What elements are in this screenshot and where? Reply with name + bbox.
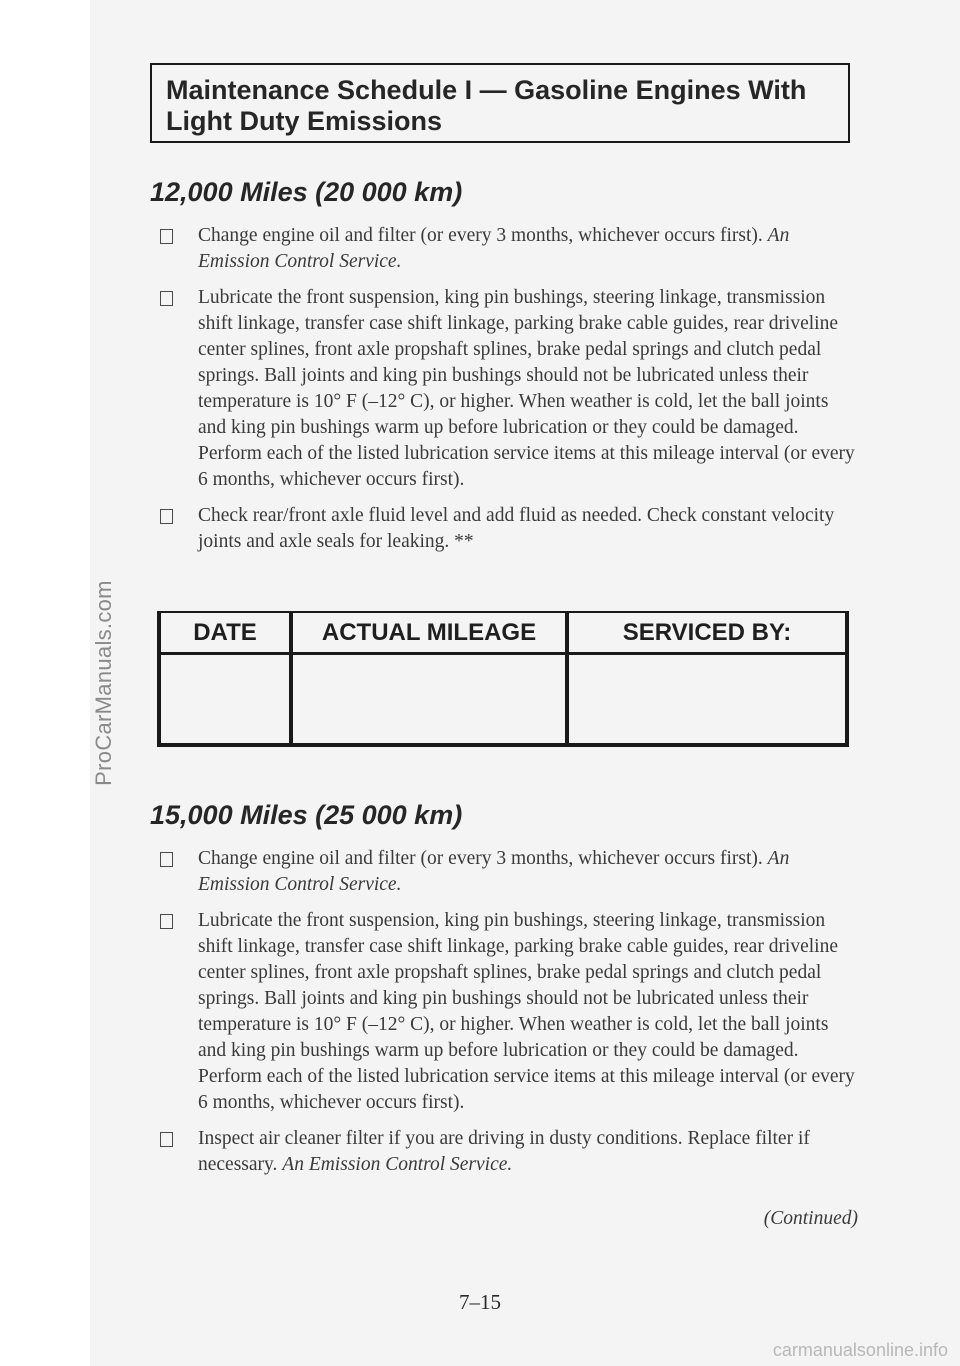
section-12000-items <box>160 223 860 565</box>
header-title-line1: Maintenance Schedule I — Gasoline Engines With <box>166 75 807 105</box>
mileage-cell[interactable] <box>291 654 567 746</box>
section-15000-items <box>160 846 860 1188</box>
header-title-line2: Light Duty Emissions <box>166 106 443 136</box>
checkbox-icon[interactable] <box>160 852 173 867</box>
checklist-item <box>160 846 860 898</box>
checklist-item <box>160 908 860 1116</box>
checklist-item <box>160 285 860 493</box>
item-text: Check rear/front axle fluid level and add fluid as needed. Check constant velocity joints and axle seals for leaking. ** <box>198 505 835 552</box>
column-date: DATE <box>159 612 291 654</box>
side-watermark: ProCarManuals.com <box>91 580 116 786</box>
item-text: Inspect air cleaner filter if you are driving in dusty conditions. Replace filter if necessary. An Emission Control Service. <box>198 1128 810 1175</box>
service-log-table <box>157 611 849 747</box>
serviced-by-cell[interactable] <box>567 654 847 746</box>
item-text: Change engine oil and filter (or every 3 months, whichever occurs first). An Emission Control Service. <box>198 225 790 272</box>
footer-watermark: carmanualsonline.info <box>772 1340 948 1360</box>
continued-label: (Continued) <box>763 1208 858 1229</box>
page-number: 7–15 <box>459 1290 501 1314</box>
column-actual-mileage: ACTUAL MILEAGE <box>291 612 567 654</box>
service-log-header-row <box>159 612 847 654</box>
item-text: Change engine oil and filter (or every 3 months, whichever occurs first). An Emission Control Service. <box>198 848 790 895</box>
checklist-item <box>160 223 860 275</box>
checkbox-icon[interactable] <box>160 291 173 306</box>
item-text: Lubricate the front suspension, king pin bushings, steering linkage, transmission shift linkage, transfer case shift linkage, parking brake cable guides, rear driveline center splines, front axle propshaft splines, brake pedal springs and clutch pedal springs. Ball joints and king pin bushings should not be lubricated unless their temperature is 10° F (–12° C), or higher. When weather is cold, let the ball joints and king pin bushings warm up before lubrication or they could be damaged. Perform each of the listed lubrication service items at this mileage interval (or every 6 months, whichever occurs first). <box>198 910 855 1113</box>
checklist-item <box>160 503 860 555</box>
schedule-header <box>150 63 850 143</box>
service-log-entry-row <box>159 654 847 746</box>
checkbox-icon[interactable] <box>160 914 173 929</box>
section-heading-12000: 12,000 Miles (20 000 km) <box>150 177 463 207</box>
checkbox-icon[interactable] <box>160 1132 173 1147</box>
section-heading-15000: 15,000 Miles (25 000 km) <box>150 800 463 830</box>
date-cell[interactable] <box>159 654 291 746</box>
item-text: Lubricate the front suspension, king pin bushings, steering linkage, transmission shift linkage, transfer case shift linkage, parking brake cable guides, rear driveline center splines, front axle propshaft splines, brake pedal springs and clutch pedal springs. Ball joints and king pin bushings should not be lubricated unless their temperature is 10° F (–12° C), or higher. When weather is cold, let the ball joints and king pin bushings warm up before lubrication or they could be damaged. Perform each of the listed lubrication service items at this mileage interval (or every 6 months, whichever occurs first). <box>198 287 855 490</box>
checklist-item <box>160 1126 860 1178</box>
column-serviced-by: SERVICED BY: <box>567 612 847 654</box>
checkbox-icon[interactable] <box>160 509 173 524</box>
checkbox-icon[interactable] <box>160 229 173 244</box>
